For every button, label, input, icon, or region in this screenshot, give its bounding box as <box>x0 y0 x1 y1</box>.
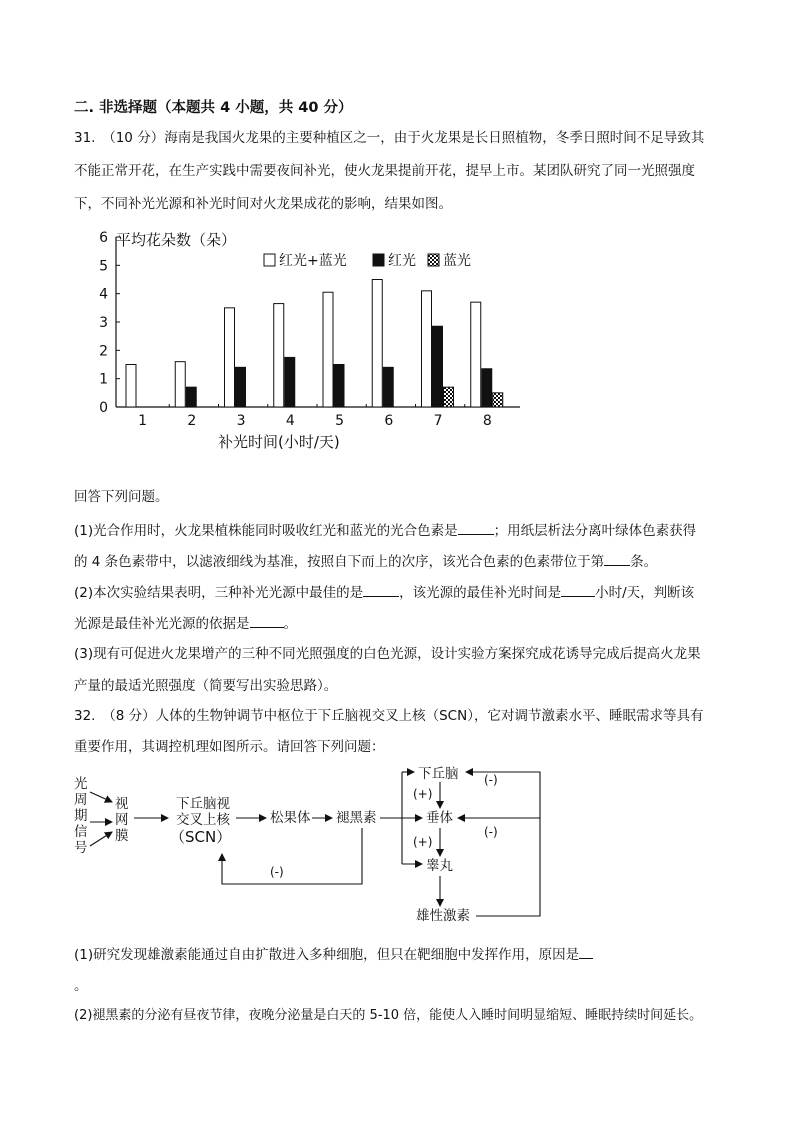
q31-sub3-line1: (3)现有可促进火龙果增产的三种不同光照强度的白色光源，设计实验方案探究成花诱导完成后提高火龙果 <box>74 646 701 662</box>
answer-blank <box>579 944 593 959</box>
legend-label-red: 红光 <box>388 253 416 269</box>
bar-red-blue <box>422 291 432 407</box>
signal-char: 周 <box>74 792 88 808</box>
bar-red <box>236 367 246 407</box>
pineal-label: 松果体 <box>270 810 311 826</box>
scn-line: （SCN） <box>170 828 232 846</box>
section-title: 二. 非选择题（本题共 4 小题，共 40 分） <box>74 100 353 116</box>
x-tick-label: 6 <box>384 413 394 429</box>
bar-red <box>334 365 344 408</box>
legend-swatch-red <box>373 254 384 266</box>
q32-line-1: 32. （8 分）人体的生物钟调节中枢位于下丘脑视交叉上核（SCN），它对调节激素水平、睡眠需求等具有 <box>74 708 704 724</box>
bar-red <box>433 326 443 407</box>
minus-sign: (-) <box>484 773 498 787</box>
flower-count-bar-chart <box>70 225 540 465</box>
answer-blank <box>604 551 630 566</box>
androgen-label: 雄性激素 <box>416 908 470 924</box>
signal-char: 信 <box>74 824 88 840</box>
answer-blank <box>458 520 494 535</box>
plus-sign: (+) <box>413 835 433 849</box>
chart-bars <box>126 280 503 408</box>
q31-sub1-line2: 的 4 条色素带中，以滤液细线为基准，按照自下而上的次序，该光合色素的色素带位于第 条。 <box>74 551 657 572</box>
signal-char: 号 <box>74 840 88 856</box>
bar-red-blue <box>274 304 284 407</box>
bar-blue <box>493 393 503 407</box>
bar-red-blue <box>126 365 136 408</box>
scn-regulation-diagram <box>70 762 560 932</box>
x-tick-label: 1 <box>138 413 148 429</box>
legend-label-red-blue: 红光+蓝光 <box>279 253 347 269</box>
arrow <box>90 832 112 846</box>
retina-char: 视 <box>115 796 129 812</box>
bar-red-blue <box>175 362 185 407</box>
chart-xlabel: 补光时间(小时/天) <box>218 433 340 451</box>
answer-blank <box>363 582 399 597</box>
bar-red <box>285 357 295 407</box>
chart-legend <box>264 252 471 269</box>
signal-char: 光 <box>74 776 88 792</box>
bar-red <box>186 387 196 407</box>
q31-sub1-line1: (1)光合作用时，火龙果植株能同时吸收红光和蓝光的光合色素是 ；用纸层析法分离叶绿体色素获得 <box>74 520 696 541</box>
scn-line: 下丘脑视 <box>176 796 230 812</box>
arrow <box>90 792 112 802</box>
answer-blank <box>561 582 595 597</box>
y-tick-label: 5 <box>99 258 108 275</box>
y-tick-label: 0 <box>99 400 108 416</box>
feedback-arrow <box>466 772 540 916</box>
x-tick-label: 7 <box>433 413 443 429</box>
q31-sub2-line1: (2)本次实验结果表明，三种补光光源中最佳的是 ，该光源的最佳补光时间是 小时/天，判断该 <box>74 582 694 603</box>
x-tick-label: 5 <box>335 413 345 429</box>
bar-red-blue <box>471 302 481 407</box>
y-tick-label: 6 <box>99 230 108 246</box>
retina-char: 膜 <box>115 828 129 844</box>
x-tick-label: 2 <box>187 413 197 429</box>
legend-label-blue: 蓝光 <box>443 253 471 269</box>
y-tick-label: 2 <box>99 343 108 360</box>
q31-sub3-line2: 产量的最适光照强度（简要写出实验思路）。 <box>74 678 338 694</box>
bar-red <box>482 369 492 407</box>
q32-sub2: (2)褪黑素的分泌有昼夜节律，夜晚分泌量是白天的 5-10 倍，能使人入睡时间明显缩短、睡眠持续时间延长。 <box>74 1008 703 1023</box>
bar-red <box>383 367 393 407</box>
pituitary-label: 垂体 <box>426 810 453 826</box>
y-tick-label: 1 <box>99 371 108 388</box>
bar-red-blue <box>323 292 333 407</box>
bar-red-blue <box>372 280 382 408</box>
q31-line-3: 下，不同补光光源和补光时间对火龙果成花的影响，结果如图。 <box>74 196 452 212</box>
q31-answer-intro: 回答下列问题。 <box>74 489 169 505</box>
q31-sub2-line2: 光源是最佳补光光源的依据是 。 <box>74 613 297 634</box>
q31-line-2: 不能正常开花，在生产实践中需要夜间补光，使火龙果提前开花，提早上市。某团队研究了同一光照强度 <box>74 163 695 179</box>
x-tick-label: 4 <box>285 413 295 429</box>
testis-label: 睾丸 <box>426 858 453 874</box>
retina-char: 网 <box>115 812 129 828</box>
y-tick-label: 4 <box>99 286 108 303</box>
q31-line-1: 31. （10 分）海南是我国火龙果的主要种植区之一，由于火龙果是长日照植物，冬季日照时间不足导致其 <box>74 130 705 146</box>
signal-char: 期 <box>74 808 88 824</box>
bar-blue <box>444 387 454 407</box>
melatonin-label: 褪黑素 <box>336 810 377 826</box>
q32-sub1-end: 。 <box>74 978 88 994</box>
hypothalamus-label: 下丘脑 <box>418 766 459 782</box>
plus-sign: (+) <box>413 787 433 801</box>
bar-red-blue <box>225 308 235 407</box>
chart-ylabel: 平均花朵数（朵） <box>116 231 237 249</box>
q32-line-2: 重要作用，其调控机理如图所示。请回答下列问题： <box>74 739 385 755</box>
x-tick-label: 3 <box>236 413 246 429</box>
feedback-arrow <box>222 828 362 884</box>
answer-blank <box>250 613 284 628</box>
legend-swatch-blue <box>428 254 439 266</box>
x-tick-label: 8 <box>482 413 492 429</box>
legend-swatch-red-blue <box>264 254 275 266</box>
minus-sign: (-) <box>484 825 498 839</box>
q32-sub1: (1)研究发现雄激素能通过自由扩散进入多种细胞，但只在靶细胞中发挥作用，原因是 <box>74 944 593 965</box>
y-tick-label: 3 <box>99 315 108 331</box>
scn-line: 交叉上核 <box>176 812 230 828</box>
minus-sign: (-) <box>270 865 284 879</box>
